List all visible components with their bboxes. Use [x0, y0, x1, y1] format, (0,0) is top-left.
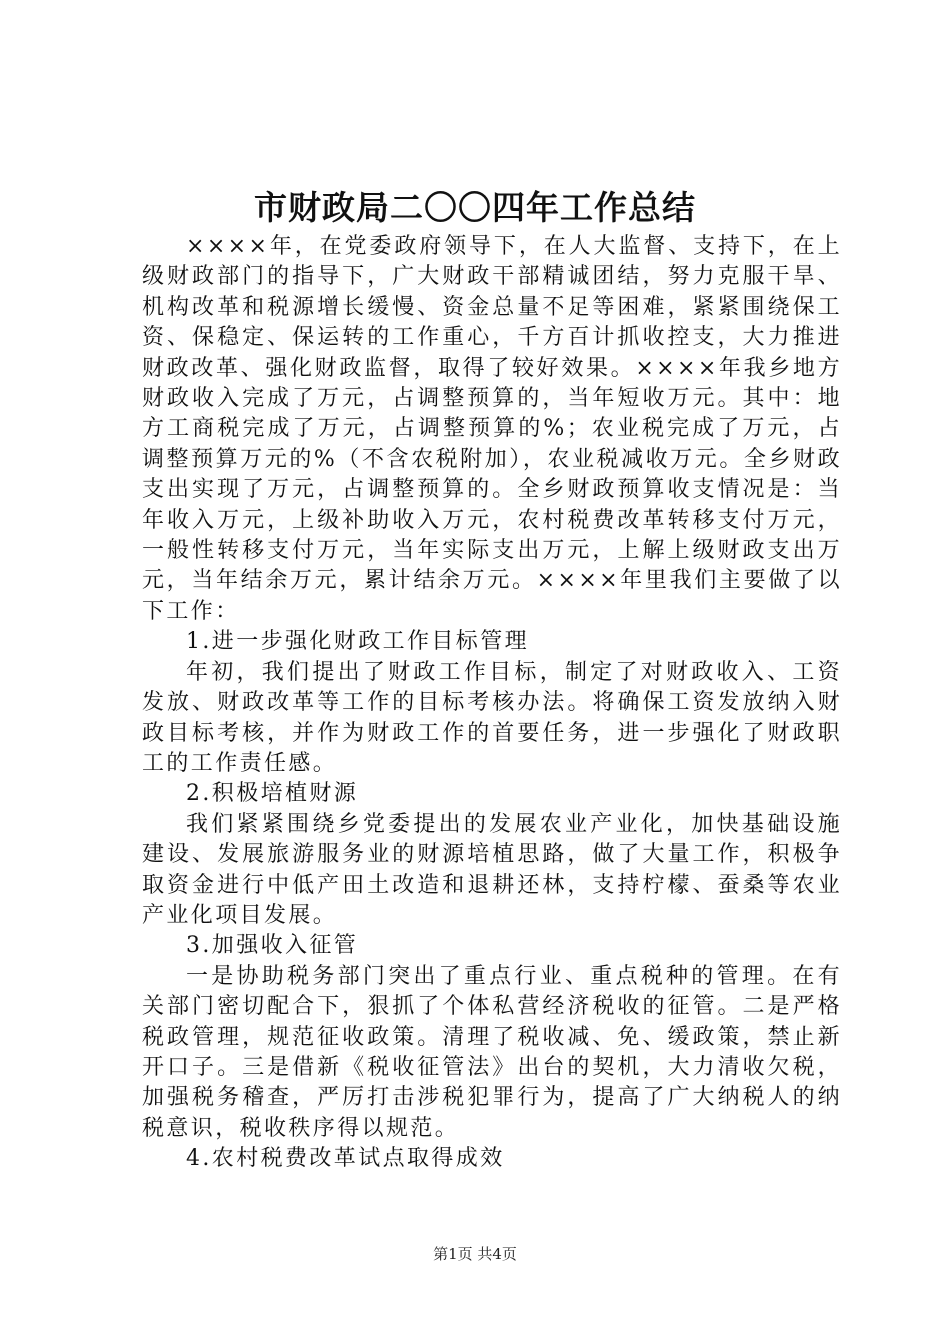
document-body: [142, 232, 842, 1175]
paragraph-intro: ××××年，在党委政府领导下，在人大监督、支持下，在上级财政部门的指导下，广大财政干部精诚团结，努力克服干旱、机构改革和税源增长缓慢、资金总量不足等困难，紧紧围绕保工资、保稳定、保运转的工作重心，千方百计抓收控支，大力推进财政改革、强化财政监督，取得了较好效果。××××年我乡地方财政收入完成了万元，占调整预算的，当年短收万元。其中：地方工商税完成了万元，占调整预算的%；农业税完成了万元，占调整预算万元的%（不含农税附加），农业税减收万元。全乡财政支出实现了万元，占调整预算的。全乡财政预算收支情况是：当年收入万元，上级补助收入万元，农村税费改革转移支付万元，一般性转移支付万元，当年实际支出万元，上解上级财政支出万元，当年结余万元，累计结余万元。××××年里我们主要做了以下工作：: [142, 234, 842, 624]
section-heading-1: 1.进一步强化财政工作目标管理: [186, 629, 529, 655]
paragraph-section-2: 我们紧紧围绕乡党委提出的发展农业产业化，加快基础设施建设、发展旅游服务业的财源培植思路，做了大量工作，积极争取资金进行中低产田土改造和退耕还林，支持柠檬、蚕桑等农业产业化项目发展。: [142, 811, 842, 928]
page-footer: 第1页 共4页: [433, 1245, 517, 1263]
paragraph-section-3: 一是协助税务部门突出了重点行业、重点税种的管理。在有关部门密切配合下，狠抓了个体私营经济税收的征管。二是严格税政管理，规范征收政策。清理了税收减、免、缓政策，禁止新开口子。三是借新《税收征管法》出台的契机，大力清收欠税，加强税务稽查，严厉打击涉税犯罪行为，提高了广大纳税人的纳税意识，税收秩序得以规范。: [142, 963, 842, 1141]
paragraph-section-1: 年初，我们提出了财政工作目标，制定了对财政收入、工资发放、财政改革等工作的目标考核办法。将确保工资发放纳入财政目标考核，并作为财政工作的首要任务，进一步强化了财政职工的工作责任感。: [142, 659, 842, 776]
document-title: 市财政局二〇〇四年工作总结: [254, 188, 696, 227]
section-heading-2: 2.积极培植财源: [186, 781, 359, 807]
section-heading-3: 3.加强收入征管: [186, 933, 359, 959]
section-heading-4: 4.农村税费改革试点取得成效: [186, 1146, 505, 1172]
